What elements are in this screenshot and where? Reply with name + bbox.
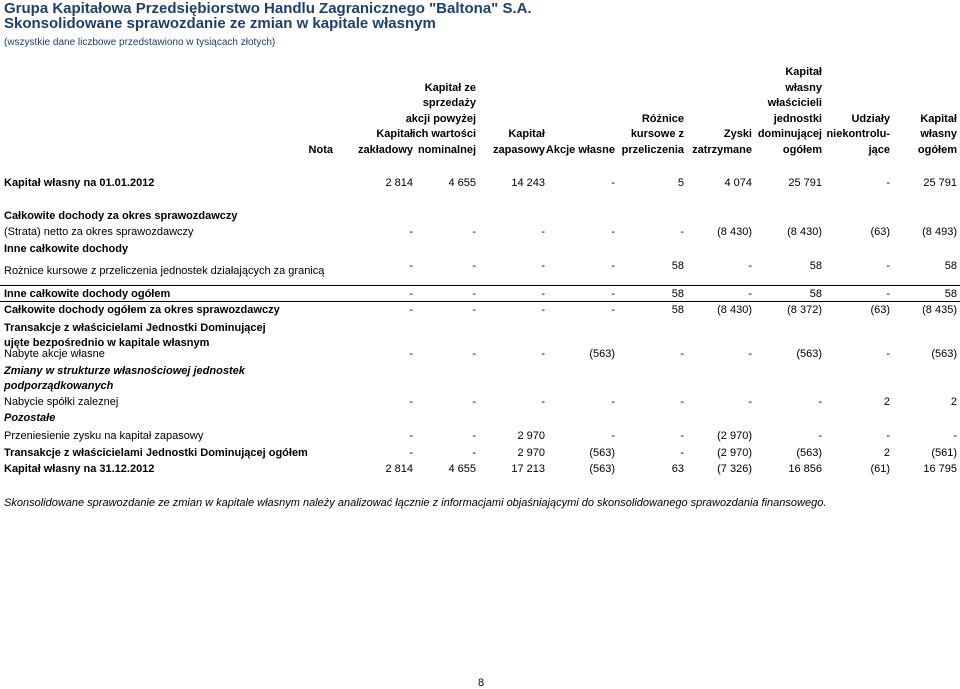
cell-kapital-wlasny-dominujacej: (563) (796, 348, 822, 360)
cell-roznice-kursowe: - (680, 226, 684, 238)
cell-akcje-wlasne: - (611, 304, 615, 316)
cell-udzialy-niekontrolujace: - (886, 430, 890, 442)
table-row (0, 243, 960, 259)
row-label: Całkowite dochody za okres sprawozdawczy (4, 210, 238, 222)
header-line: dominującej (757, 128, 822, 140)
cell-kapital-wlasny-ogolem: (561) (931, 447, 957, 459)
cell-kapital-zapasowy: - (541, 396, 545, 408)
cell-kapital-wlasny-dominujacej: 58 (809, 288, 822, 300)
cell-roznice-kursowe: 58 (671, 260, 684, 272)
page-number: 8 (478, 677, 485, 689)
cell-kapital-wlasny-dominujacej: (8 372) (787, 304, 822, 316)
cell-zyski-zatrzymane: (8 430) (717, 304, 752, 316)
cell-kapital-zapasowy: - (541, 260, 545, 272)
row-label: Transakcje z właścicielami Jednostki Dominującej ogółem (4, 447, 308, 459)
cell-udzialy-niekontrolujace: - (886, 348, 890, 360)
header-line: sprzedaży (422, 97, 476, 109)
cell-udzialy-niekontrolujace: - (886, 288, 890, 300)
cell-akcje-wlasne: (563) (589, 463, 615, 475)
header-roznice-kursowe (622, 112, 684, 159)
row-label: Nabyte akcje własne (4, 348, 105, 360)
cell-kapital-zakladowy: - (409, 288, 413, 300)
cell-udzialy-niekontrolujace: (61) (870, 463, 890, 475)
cell-kapital-wlasny-dominujacej: - (818, 430, 822, 442)
cell-zyski-zatrzymane: - (748, 348, 752, 360)
cell-kapital-wlasny-dominujacej: 25 791 (788, 177, 822, 189)
cell-zyski-zatrzymane: (2 970) (717, 430, 752, 442)
cell-kapital-ze-sprzedazy: - (472, 260, 476, 272)
header-line: Różnice (641, 112, 684, 125)
header-akcje-wlasne (546, 143, 615, 159)
cell-kapital-zakladowy: - (409, 226, 413, 238)
cell-kapital-ze-sprzedazy: - (472, 304, 476, 316)
table-row (0, 412, 960, 428)
cell-kapital-zakladowy: - (409, 348, 413, 360)
cell-kapital-wlasny-ogolem: 2 (950, 396, 957, 408)
statement-title: Skonsolidowane sprawozdanie ze zmian w kapitale własnym (4, 15, 436, 32)
header-nota (309, 143, 333, 159)
cell-zyski-zatrzymane: (7 326) (717, 463, 752, 475)
header-line: przeliczenia (621, 143, 684, 156)
header-line: właścicieli (767, 97, 822, 109)
header-line: Akcje własne (545, 143, 615, 156)
statement-subtitle: (wszystkie dane liczbowe przedstawiono w tysiącach złotych) (4, 37, 276, 48)
header-line: zatrzymane (692, 143, 752, 156)
cell-kapital-ze-sprzedazy: - (472, 348, 476, 360)
row-label: Całkowite dochody ogółem za okres sprawozdawczy (4, 304, 280, 316)
cell-kapital-ze-sprzedazy: - (472, 226, 476, 238)
cell-akcje-wlasne: (563) (589, 348, 615, 360)
cell-kapital-wlasny-dominujacej: 58 (809, 260, 822, 272)
header-line: jednostki (773, 112, 822, 125)
cell-zyski-zatrzymane: (2 970) (717, 447, 752, 459)
cell-kapital-wlasny-ogolem: 25 791 (923, 177, 957, 189)
header-line: zakładowy (357, 143, 413, 156)
cell-kapital-ze-sprzedazy: - (472, 396, 476, 408)
cell-akcje-wlasne: - (611, 288, 615, 300)
cell-zyski-zatrzymane: (8 430) (717, 226, 752, 238)
row-label: Rożnice kursowe z przeliczenia jednostek działających za granicą (4, 265, 325, 277)
cell-kapital-ze-sprzedazy: - (472, 447, 476, 459)
header-line: Kapitał ze (424, 81, 476, 94)
row-label: Przeniesienie zysku na kapitał zapasowy (4, 430, 204, 442)
header-kapital-wlasny-ogolem (918, 112, 957, 159)
header-line: Kapitał (508, 128, 545, 140)
row-label: Zmiany w strukturze własnościowej jednostek podporządkowanych (4, 365, 245, 392)
cell-zyski-zatrzymane: - (748, 396, 752, 408)
company-name: Grupa Kapitałowa Przedsiębiorstwo Handlu Zagranicznego "Baltona" S.A. (4, 0, 532, 17)
row-label: Inne całkowite dochody ogółem (4, 288, 171, 300)
cell-kapital-zapasowy: 14 243 (511, 177, 545, 189)
cell-akcje-wlasne: - (611, 226, 615, 238)
header-line: niekontrolu- (826, 128, 890, 140)
table-row (0, 463, 960, 479)
table-row (0, 447, 960, 463)
cell-kapital-zakladowy: - (409, 304, 413, 316)
header-line: Nota (308, 143, 333, 156)
cell-roznice-kursowe: - (680, 430, 684, 442)
table-row (0, 304, 960, 320)
cell-udzialy-niekontrolujace: - (886, 177, 890, 189)
header-line: ich wartości (412, 128, 476, 140)
header-line: Zyski (723, 128, 752, 140)
footnote: Skonsolidowane sprawozdanie ze zmian w kapitale własnym należy analizować łącznie z informacjami objaśniającymi do skonsolidowanego sprawozdania finansowego. (4, 497, 827, 509)
cell-kapital-zapasowy: - (541, 226, 545, 238)
cell-kapital-zakladowy: - (409, 447, 413, 459)
cell-kapital-wlasny-dominujacej: - (818, 396, 822, 408)
header-line: Kapitał (376, 128, 413, 140)
cell-kapital-wlasny-ogolem: (563) (931, 348, 957, 360)
row-label: Kapitał własny na 31.12.2012 (4, 463, 155, 475)
row-label: Kapitał własny na 01.01.2012 (4, 177, 155, 189)
row-divider (0, 285, 960, 286)
cell-udzialy-niekontrolujace: (63) (870, 304, 890, 316)
cell-roznice-kursowe: 5 (677, 177, 684, 189)
cell-kapital-wlasny-ogolem: - (953, 430, 957, 442)
table-row (0, 210, 960, 226)
cell-roznice-kursowe: - (680, 396, 684, 408)
cell-kapital-wlasny-ogolem: 58 (944, 260, 957, 272)
cell-udzialy-niekontrolujace: 2 (883, 396, 890, 408)
header-kapital-ze-sprzedazy (406, 81, 476, 159)
cell-kapital-zapasowy: - (541, 288, 545, 300)
table-row (0, 364, 960, 392)
table-row (0, 177, 960, 193)
cell-kapital-wlasny-dominujacej: 16 856 (788, 463, 822, 475)
cell-akcje-wlasne: - (611, 430, 615, 442)
cell-kapital-ze-sprzedazy: 4 655 (448, 463, 476, 475)
cell-zyski-zatrzymane: - (748, 260, 752, 272)
cell-kapital-zakladowy: 2 814 (385, 463, 413, 475)
cell-akcje-wlasne: - (611, 260, 615, 272)
header-line: własny (785, 81, 822, 94)
cell-roznice-kursowe: 58 (671, 288, 684, 300)
cell-kapital-wlasny-ogolem: 16 795 (923, 463, 957, 475)
cell-kapital-ze-sprzedazy: - (472, 288, 476, 300)
row-divider (0, 301, 960, 302)
cell-kapital-wlasny-ogolem: (8 435) (922, 304, 957, 316)
header-line: Kapitał (920, 112, 957, 125)
table-row (0, 430, 960, 446)
cell-udzialy-niekontrolujace: - (886, 260, 890, 272)
cell-roznice-kursowe: 63 (671, 463, 684, 475)
cell-roznice-kursowe: - (680, 348, 684, 360)
header-line: akcji powyżej (405, 112, 476, 125)
cell-kapital-wlasny-ogolem: 58 (944, 288, 957, 300)
table-row (0, 321, 960, 349)
cell-zyski-zatrzymane: 4 074 (724, 177, 752, 189)
cell-kapital-wlasny-dominujacej: (563) (796, 447, 822, 459)
table-row (0, 348, 960, 364)
header-kapital-wlasny-dominujacej (758, 65, 822, 158)
header-line: zapasowy (493, 143, 545, 156)
header-line: kursowe z (630, 128, 684, 140)
header-line: ogółem (917, 143, 957, 156)
cell-udzialy-niekontrolujace: 2 (883, 447, 890, 459)
table-row (0, 226, 960, 242)
cell-kapital-zapasowy: 2 970 (517, 430, 545, 442)
header-zyski-zatrzymane (692, 127, 752, 158)
header-line: jące (868, 143, 890, 156)
header-line: własny (920, 128, 957, 140)
cell-kapital-wlasny-dominujacej: (8 430) (787, 226, 822, 238)
cell-kapital-zapasowy: 2 970 (517, 447, 545, 459)
cell-akcje-wlasne: - (611, 177, 615, 189)
header-line: Kapitał (785, 66, 822, 78)
cell-kapital-zakladowy: 2 814 (385, 177, 413, 189)
cell-kapital-ze-sprzedazy: - (472, 430, 476, 442)
header-udzialy-niekontrolujace (826, 112, 890, 159)
row-label: Nabycie spółki zaleznej (4, 396, 119, 408)
cell-kapital-zakladowy: - (409, 396, 413, 408)
cell-kapital-zakladowy: - (409, 430, 413, 442)
cell-kapital-ze-sprzedazy: 4 655 (448, 177, 476, 189)
row-label: Transakcje z właścicielami Jednostki Dominującej ujęte bezpośrednio w kapitale własnym (4, 322, 266, 349)
row-label: Pozostałe (4, 412, 56, 424)
cell-kapital-zapasowy: 17 213 (511, 463, 545, 475)
row-label: (Strata) netto za okres sprawozdawczy (4, 226, 194, 238)
header-line: ogółem (782, 143, 822, 156)
cell-roznice-kursowe: 58 (671, 304, 684, 316)
cell-kapital-zapasowy: - (541, 304, 545, 316)
table-row (0, 260, 960, 281)
cell-kapital-zapasowy: - (541, 348, 545, 360)
header-line: Udziały (851, 112, 890, 125)
cell-akcje-wlasne: (563) (589, 447, 615, 459)
header-line: nominalnej (417, 143, 476, 156)
cell-kapital-wlasny-ogolem: (8 493) (922, 226, 957, 238)
row-label: Inne całkowite dochody (4, 243, 129, 255)
cell-kapital-zakladowy: - (409, 260, 413, 272)
cell-zyski-zatrzymane: - (748, 288, 752, 300)
cell-udzialy-niekontrolujace: (63) (870, 226, 890, 238)
cell-roznice-kursowe: - (680, 447, 684, 459)
cell-akcje-wlasne: - (611, 396, 615, 408)
header-kapital-zapasowy (493, 127, 545, 158)
table-row (0, 396, 960, 412)
